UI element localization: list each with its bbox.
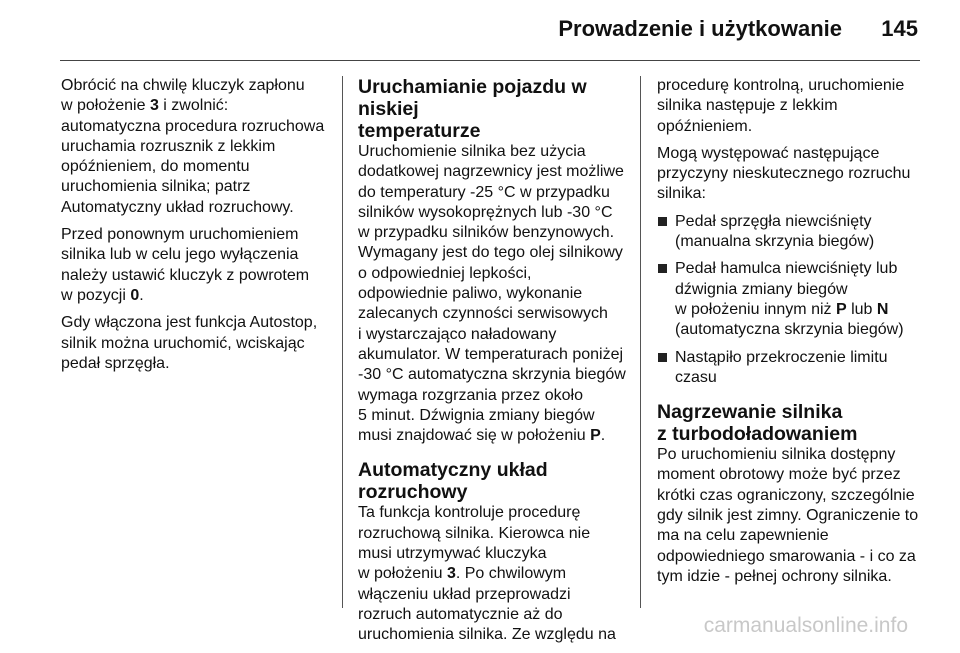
- paragraph: Gdy włączona jest funkcja Autostop, silnik można uruchomić, wciskając pedał sprzęgła.: [61, 314, 318, 372]
- page-number: 145: [881, 16, 918, 41]
- section-heading: Nagrzewanie silnika z turbodoładowaniem: [657, 401, 858, 446]
- watermark-text: carmanualsonline.info: [703, 614, 908, 637]
- list-item: Pedał hamulca niewciśnięty lub dźwignia zmiany biegów w położeniu innym niż P lub N (automatyczna skrzynia biegów): [657, 259, 927, 340]
- paragraph: Obrócić na chwilę kluczyk zapłonu w położenie 3 i zwolnić: automatyczna procedura rozruchowa uruchamia rozrusznik z lekkim opóźnieniem, do momentu uruchomienia silnika; patrz Automatyczny układ rozruchowy.: [61, 77, 325, 216]
- paragraph: Ta funkcja kontroluje procedurę rozruchową silnika. Kierowca nie musi utrzymywać kluczyka w położeniu 3. Po chwilowym włączeniu układ przeprowadzi rozruch automatycznie aż do uruchomienia silnika. Ze względu na: [358, 504, 616, 644]
- column-1: [61, 76, 336, 381]
- paragraph: Uruchomienie silnika bez użycia dodatkowej nagrzewnicy jest możliwe do temperatury -25 °C w przypadku silników wysokoprężnych lub -30 °C w przypadku silników benzynowych. Wymagany jest do tego olej silnikowy o odpowiedniej lepkości, odpowiednie paliwo, wykonanie zalecanych czynności serwisowych i wystarczająco naładowany akumulator. W temperaturach poniżej -30 °C automatyczna skrzynia biegów wymaga rozgrzania przez około 5 minut. Dźwignia zmiany biegów musi znajdować się w położeniu P.: [358, 143, 626, 445]
- paragraph: Przed ponownym uruchomieniem silnika lub w celu jego wyłączenia należy ustawić kluczyk z powrotem w pozycji 0.: [61, 226, 310, 304]
- section-heading: Automatyczny układ rozruchowy: [358, 459, 548, 504]
- column-divider: [640, 76, 641, 608]
- paragraph: Mogą występować następujące przyczyny nieskutecznego rozruchu silnika:: [657, 144, 911, 203]
- square-bullet-icon: [658, 264, 667, 273]
- square-bullet-icon: [658, 217, 667, 226]
- page-title: Prowadzenie i użytkowanie: [558, 16, 842, 41]
- column-divider: [342, 76, 343, 608]
- paragraph: Po uruchomieniu silnika dostępny moment obrotowy może być przez krótki czas ograniczony, szczególnie gdy silnik jest zimny. Ograniczenie to ma na celu zapewnienie odpowiedniego smarowania - i co za tym idzie - pełnej ochrony silnika.: [657, 446, 919, 585]
- paragraph: procedurę kontrolną, uruchomienie silnika następuje z lekkim opóźnieniem.: [657, 77, 905, 135]
- page-header: [0, 0, 960, 62]
- list-item: Pedał sprzęgła niewciśnięty (manualna skrzynia biegów): [657, 212, 927, 253]
- square-bullet-icon: [658, 353, 667, 362]
- column-2: [358, 76, 630, 653]
- header-rule: [60, 60, 920, 61]
- cause-list: [657, 212, 927, 388]
- list-item: Nastąpiło przekroczenie limitu czasu: [657, 348, 927, 389]
- column-3: [657, 76, 927, 594]
- section-heading: Uruchamianie pojazdu w niskiej temperaturze: [358, 76, 587, 142]
